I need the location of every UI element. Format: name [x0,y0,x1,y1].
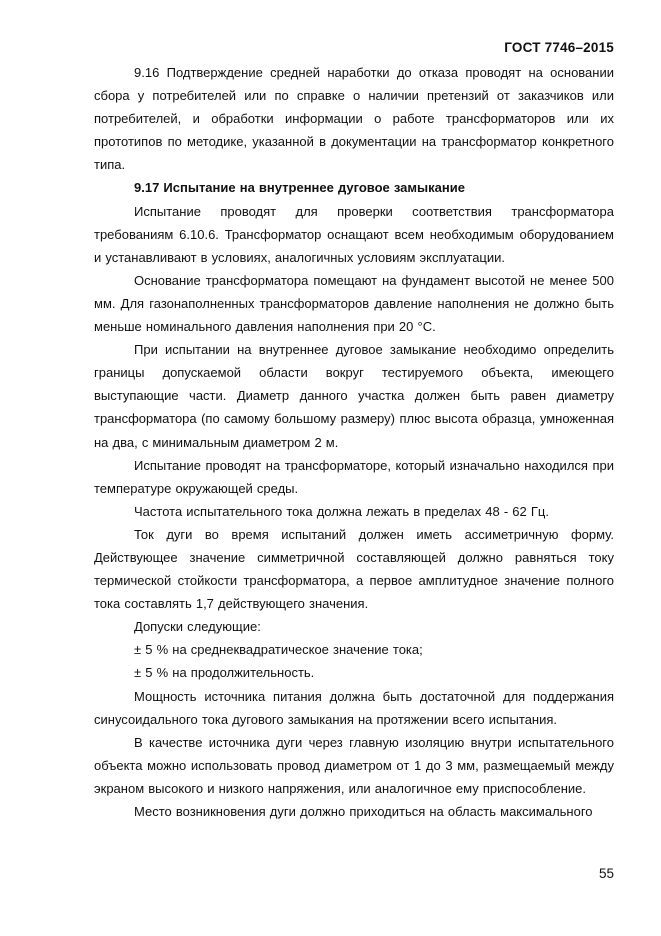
paragraph-9-16: 9.16 Подтверждение средней наработки до отказа проводят на основании сбора у потребителей или по справке о наличии претензий от заказчиков или потребителей, и обработки информации о работе трансформаторов или их прототипов по методике, указанной в документации на трансформатор конкретного типа. [94,65,614,173]
paragraph-frequency: Частота испытательного тока должна лежать в пределах 48 - 62 Гц. [134,503,549,519]
paragraph-tolerances-intro: Допуски следующие: [134,619,261,635]
paragraph-foundation: Основание трансформатора помещают на фундамент высотой не менее 500 мм. Для газонаполненных трансформаторов давление наполнения не должно быть меньше номинального давления наполнения при 20 °С. [94,272,614,335]
tolerance-duration: ± 5 % на продолжительность. [134,665,315,681]
page-number: 55 [598,866,614,881]
paragraph-ambient-temperature: Испытание проводят на трансформаторе, который изначально находился при температуре окружающей среды. [94,457,614,496]
document-code-header: ГОСТ 7746–2015 [504,40,614,55]
paragraph-arc-current: Ток дуги во время испытаний должен иметь ассиметричную форму. Действующее значение симметричной составляющей должно равняться току термической стойкости трансформатора, а первое амплитудное значение полного тока составлять 1,7 действующего значения. [94,526,614,612]
tolerance-current: ± 5 % на среднеквадратическое значение тока; [134,642,423,658]
document-body [94,61,614,823]
paragraph-power-source: Мощность источника питания должна быть достаточной для поддержания синусоидального тока дугового замыкания на протяжении всего испытания. [94,688,614,727]
paragraph-arc-location: Место возникновения дуги должно приходиться на область максимального [134,804,593,819]
paragraph-test-purpose: Испытание проводят для проверки соответствия трансформатора требованиям 6.10.6. Трансформатор оснащают всем необходимым оборудованием и устанавливают в условиях, аналогичных условиям эксплуатации. [94,203,614,265]
paragraph-arc-source: В качестве источника дуги через главную изоляцию внутри испытательного объекта можно использовать провод диаметром от 1 до 3 мм, размещаемый между экраном высокого и низкого напряжения, или аналогичное ему приспособление. [94,734,614,796]
paragraph-test-area: При испытании на внутреннее дуговое замыкание необходимо определить границы допускаемой области вокруг тестируемого объекта, имеющего выступающие части. Диаметр данного участка должен быть равен диаметру трансформатора (по самому большому размеру) плюс высота образца, умноженная на два, с минимальным диаметром 2 м. [94,342,614,450]
section-heading-9-17: 9.17 Испытание на внутреннее дуговое замыкание [134,180,465,196]
